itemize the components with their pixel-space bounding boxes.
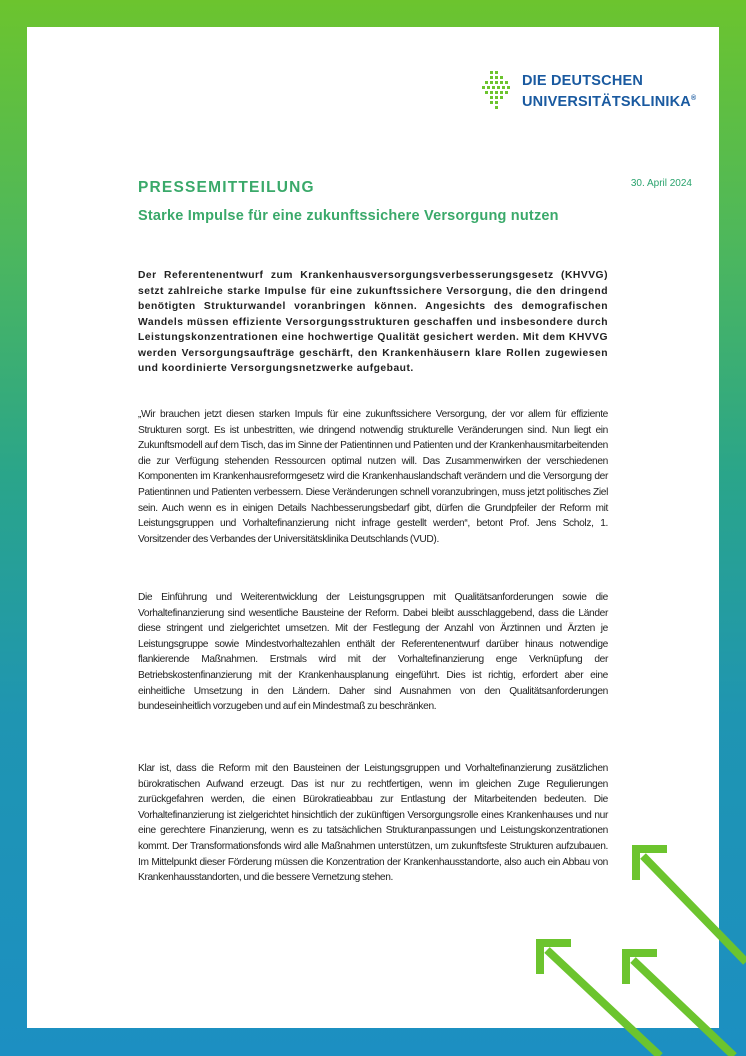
body-paragraph: „Wir brauchen jetzt diesen starken Impuls für eine zukunftssichere Versorgung, der vor allem für effiziente Strukturen sorgt. Es ist unbestritten, wie dringend notwendig strukturelle Veränderungen sind. Nun liegt ein Zukunftsmodell auf dem Tisch, das im Sinne der Patientinnen und Patienten und der Krankenhausmitarbeitenden die zur Verfügung stehenden Ressourcen optimal nutzen will. Das Zusammenwirken der verschiedenen Komponenten im Krankenhausreformgesetz wird die Krankenhauslandschaft verändern und die Versorgung der Patientinnen und Patienten verbessern. Diese Veränderungen schnell voranzubringen, muss jetzt politisches Ziel sein. Auch wenn es in einigen Details Nachbesserungsbedarf gibt, dürfen die Grundpfeiler der Reform mit Leistungsgruppen und Vorhaltefinanzierung nicht infrage gestellt werden“, betont Prof. Jens Scholz, 1. Vorsitzender des Verbandes der Universitätsklinika Deutschlands (VUD). <box>138 409 608 545</box>
body-paragraph: Die Einführung und Weiterentwicklung der Leistungsgruppen mit Qualitätsanforderungen sowie die Vorhaltefinanzierung sind wesentliche Bausteine der Reform. Dabei bleibt ausschlaggebend, dass die Länder diese stringent und zielgerichtet umsetzen. Mit der Festlegung der Anzahl von Ärztinnen und Ärzten je Leistungsgruppe sowie Mindestvorhaltezahlen enthält der Referentenentwurf darüber hinaus notwendige flankierende Maßnahmen. Erstmals wird mit der Vorhaltefinanzierung enge Verknüpfung der Betriebskostenfinanzierung mit der Krankenhausplanung eingeführt. Dies ist richtig, erfordert aber eine einheitliche Umsetzung in den Ländern. Daher sind Ausnahmen von den Qualitätsanforderungen bundeseinheitlich vorzugeben und auf ein Mindestmaß zu beschränken. <box>138 592 608 713</box>
dotted-cross-icon <box>482 71 516 111</box>
lead-paragraph: Der Referentenentwurf zum Krankenhausversorgungsverbesserungsgesetz (KHVVG) setzt zahlreiche starke Impulse für eine zukunftssichere Versorgung, die den dringend benötigten Strukturwandel voranbringen können. Angesichts des demografischen Wandels müssen effiziente Versorgungsstrukturen geschaffen und insbesondere durch Leistungskonzentrationen eine hochwertige Qualität gesichert werden. Mit dem KHVVG werden Versorgungsaufträge geschärft, den Krankenhäusern klare Rollen zugewiesen und koordinierte Versorgungsnetzwerke aufgebaut. <box>138 270 608 374</box>
press-release-label: PRESSEMITTEILUNG <box>138 179 315 196</box>
logo-line-1: DIE DEUTSCHEN <box>522 73 644 89</box>
release-date: 30. April 2024 <box>630 178 692 189</box>
body-paragraph: Klar ist, dass die Reform mit den Bausteinen der Leistungsgruppen und Vorhaltefinanzierung zusätzlichen bürokratischen Aufwand erzeugt. Das ist nur zu rechtfertigen, wenn im gleichen Zuge Regulierungen zurückgefahren werden, die einen Bürokratieabbau zur Entlastung der Mitarbeitenden bedeuten. Die Vorhaltefinanzierung ist zielgerichtet hinsichtlich der zukünftigen Versorgungsrolle eines Krankenhauses und nur eine gerechtere Finanzierung, wenn es zu tatsächlichen Strukturanpassungen und Leistungskonzentrationen kommt. Der Transformationsfonds wird alle Maßnahmen unterstützen, um zukunftsfeste Strukturen aufzubauen. Im Mittelpunkt dieser Förderung müssen die Konzentration der Krankenhausstandorte, also auch ein Abbau von Krankenhausstandorten, und die bessere Vernetzung stehen. <box>138 763 608 884</box>
logo-line-2: UNIVERSITÄTSKLINIKA® <box>522 93 697 110</box>
document-page <box>27 27 719 1028</box>
logo-wordmark <box>522 73 696 111</box>
headline: Starke Impulse für eine zukunftssichere Versorgung nutzen <box>138 208 559 224</box>
logo <box>482 71 702 113</box>
